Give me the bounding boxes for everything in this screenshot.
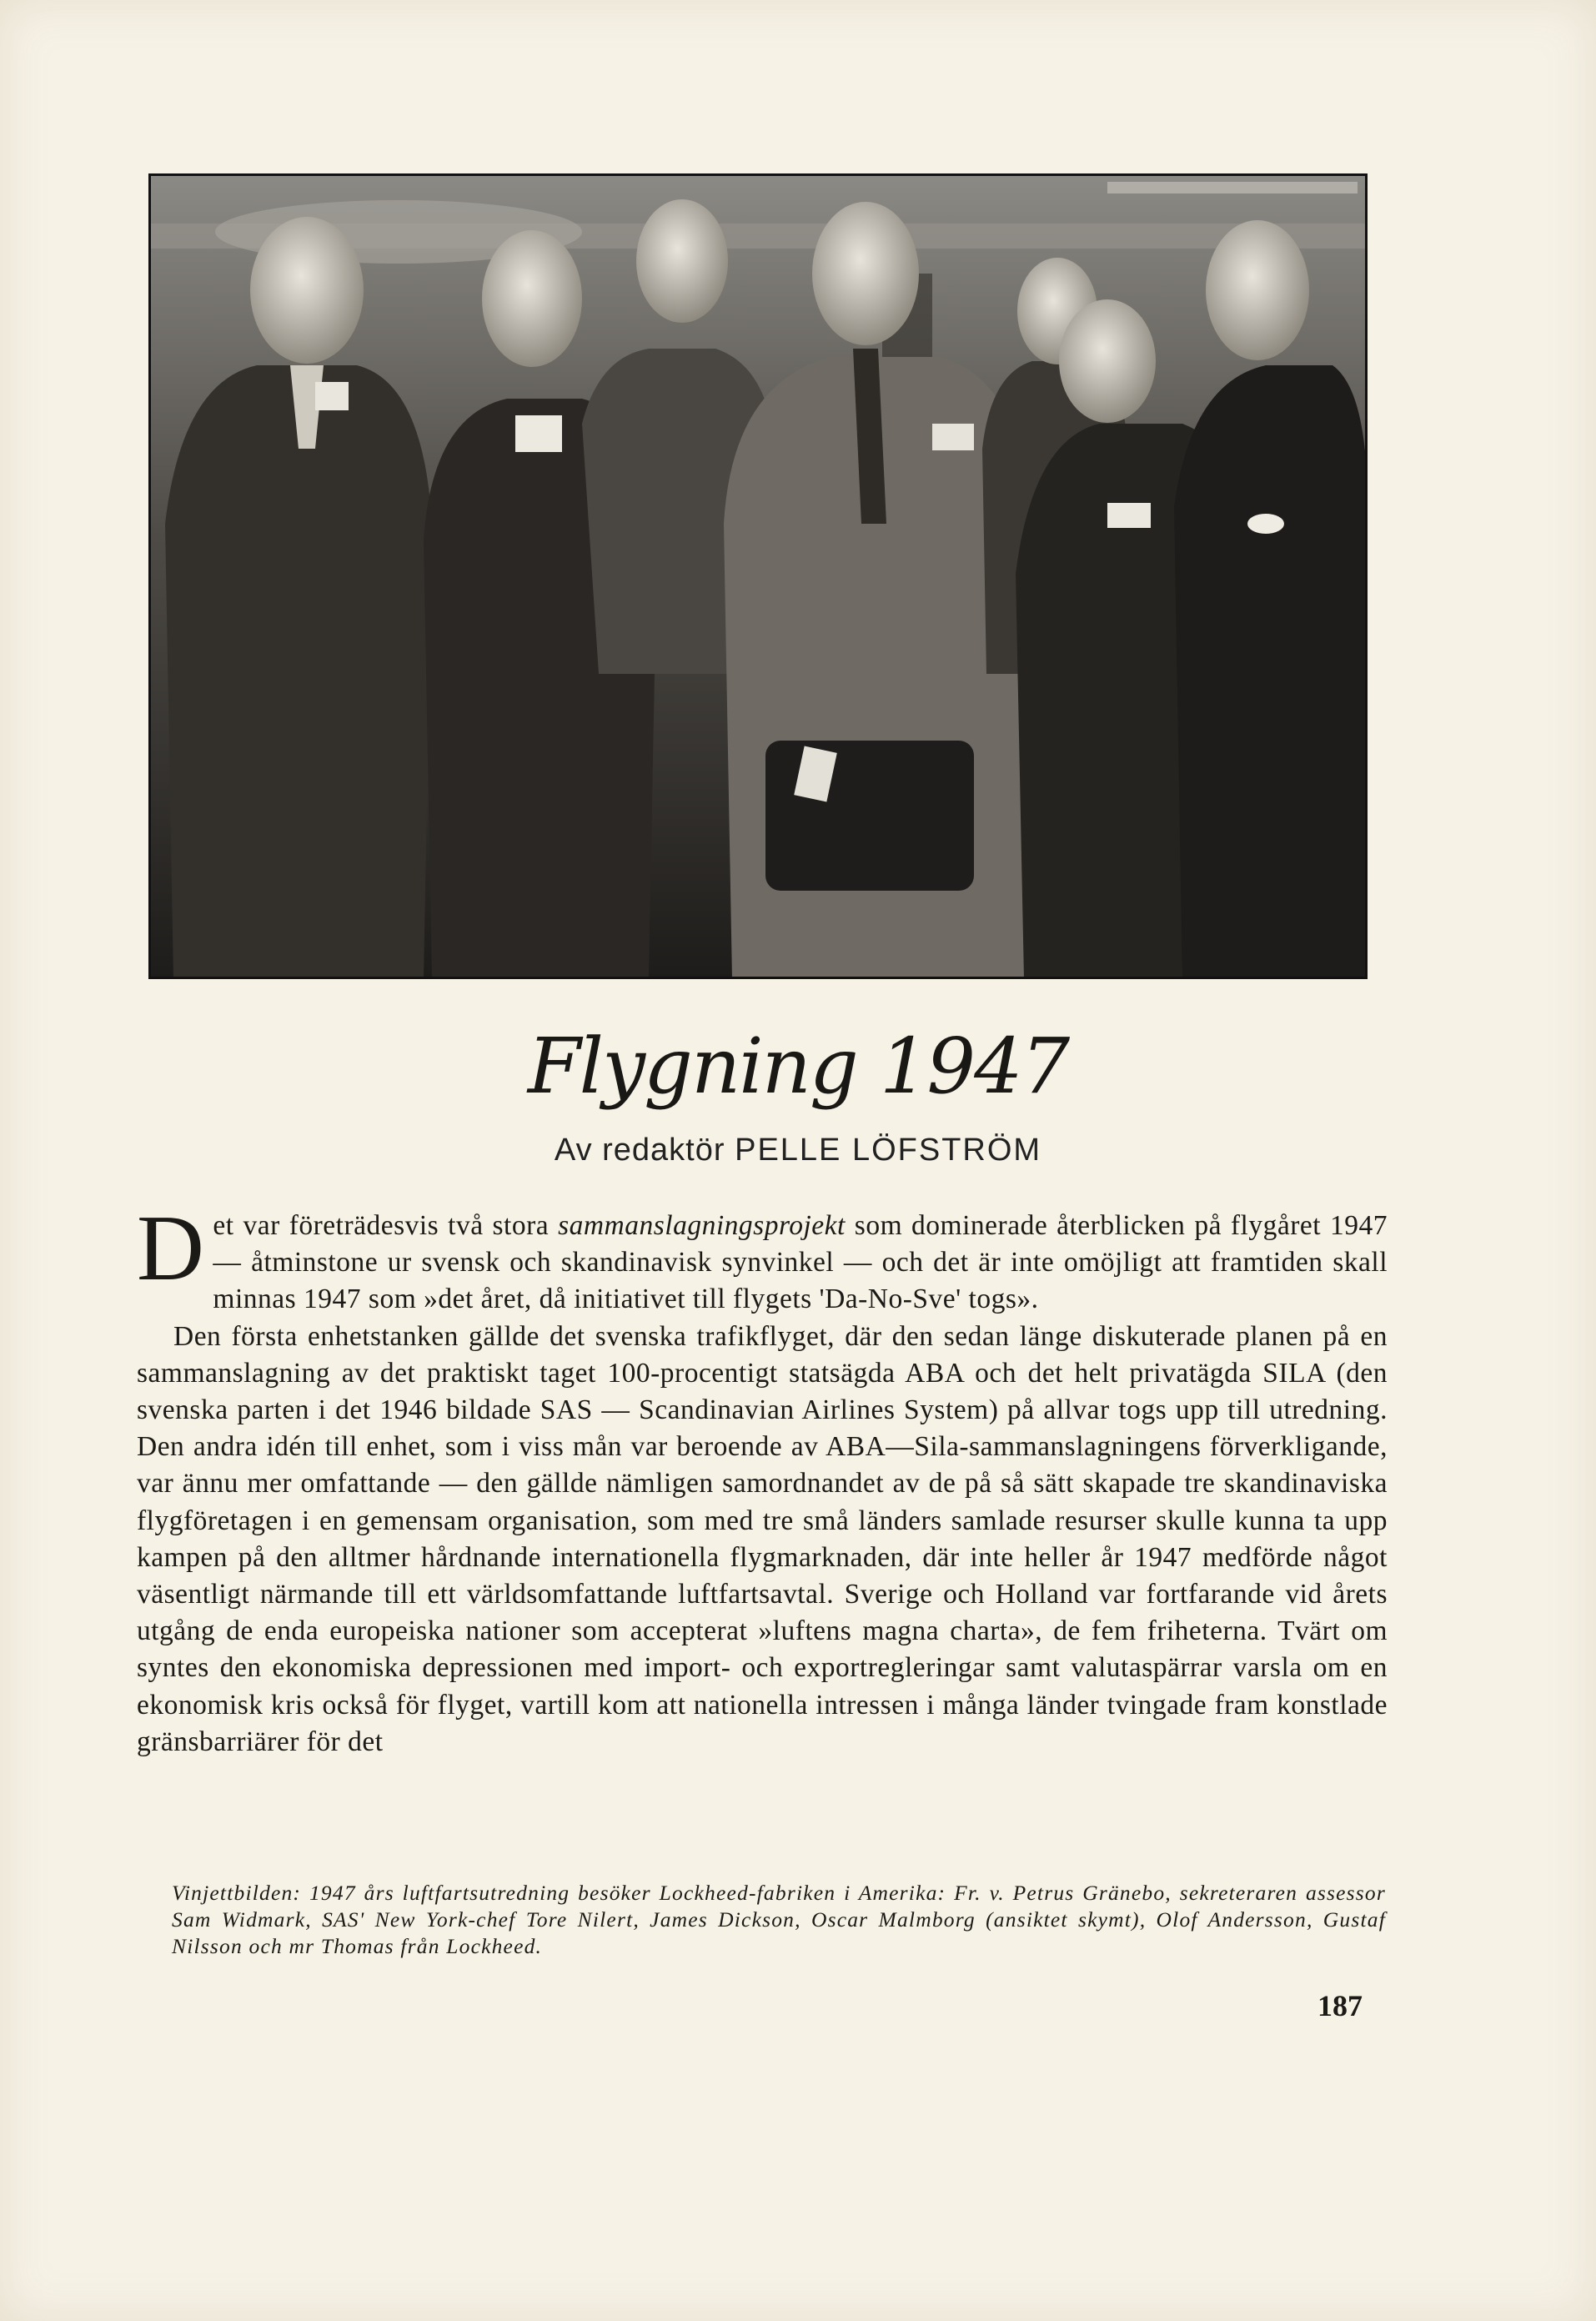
paragraph-1-emphasis: sammanslagningsprojekt bbox=[558, 1210, 846, 1241]
photo-caption: Vinjettbilden: 1947 års luftfartsutredning besöker Lockheed-fabriken i Amerika: Fr. v. Petrus Gränebo, sekreteraren assessor Sam Widmark, SAS' New York-chef Tore Nilert, James Dickson, Oscar Malmborg (ansiktet skymt), Olof Andersson, Gustaf Nilsson och mr Thomas från Lockheed. bbox=[172, 1881, 1386, 1958]
paragraph-1-start: et var företrädesvis två stora bbox=[213, 1210, 559, 1241]
byline-prefix: Av redaktör bbox=[554, 1133, 725, 1168]
group-photograph bbox=[148, 173, 1368, 979]
paragraph-2: Den första enhetstanken gällde det svenska trafikflyget, där den sedan länge diskuterade planen på en sammanslagning av det praktiskt taget 100-procentigt statsägda ABA och det helt privatägda SILA (den svenska parten i det 1946 bildade SAS — Scandinavian Airlines System) på allvar togs upp till utredning. Den andra idén till enhet, som i viss mån var beroende av ABA—Sila-sammanslagningens förverkligande, var ännu mer omfattande — den gällde nämligen samordnandet av de på så sätt skapade tre skandinaviska flygföretagen i en gemensam organisation, som med tre små länders samlade resurser skulle kunna ta upp kampen på den alltmer hårdnande internationella flygmarknaden, där inte heller år 1947 medförde något väsentligt närmande till ett världsomfattande luftfartsavtal. Sverige och Holland var fortfarande vid årets utgång de enda europeiska nationer som accepterat »luftens magna charta», de fem friheterna. Tvärt om syntes den ekonomiska depressionen med import- och exportregleringar samt valutaspärrar varsla om en ekonomisk kris också för flyget, vartill kom att nationella intressen i många länder tvingade fram konstlade gränsbarriärer för det bbox=[137, 1320, 1388, 1757]
byline-author: PELLE LÖFSTRÖM bbox=[735, 1133, 1042, 1168]
paragraph-1 bbox=[137, 1197, 1388, 1319]
page-number: 187 bbox=[1317, 1989, 1363, 2022]
byline bbox=[0, 1133, 1596, 1168]
article-body bbox=[137, 1197, 1388, 1761]
article-title: Flygning 1947 bbox=[527, 1022, 1069, 1111]
drop-cap: D bbox=[137, 1197, 205, 1300]
paragraph-1-end: som dominerade återblicken på flygåret 1947 — åtminstone ur svensk och skandinavisk synvinkel — och det är inte omöjligt att framtiden skall minnas 1947 som »det året, då initiativet till flygets 'Da-No-Sve' togs». bbox=[213, 1210, 1388, 1315]
